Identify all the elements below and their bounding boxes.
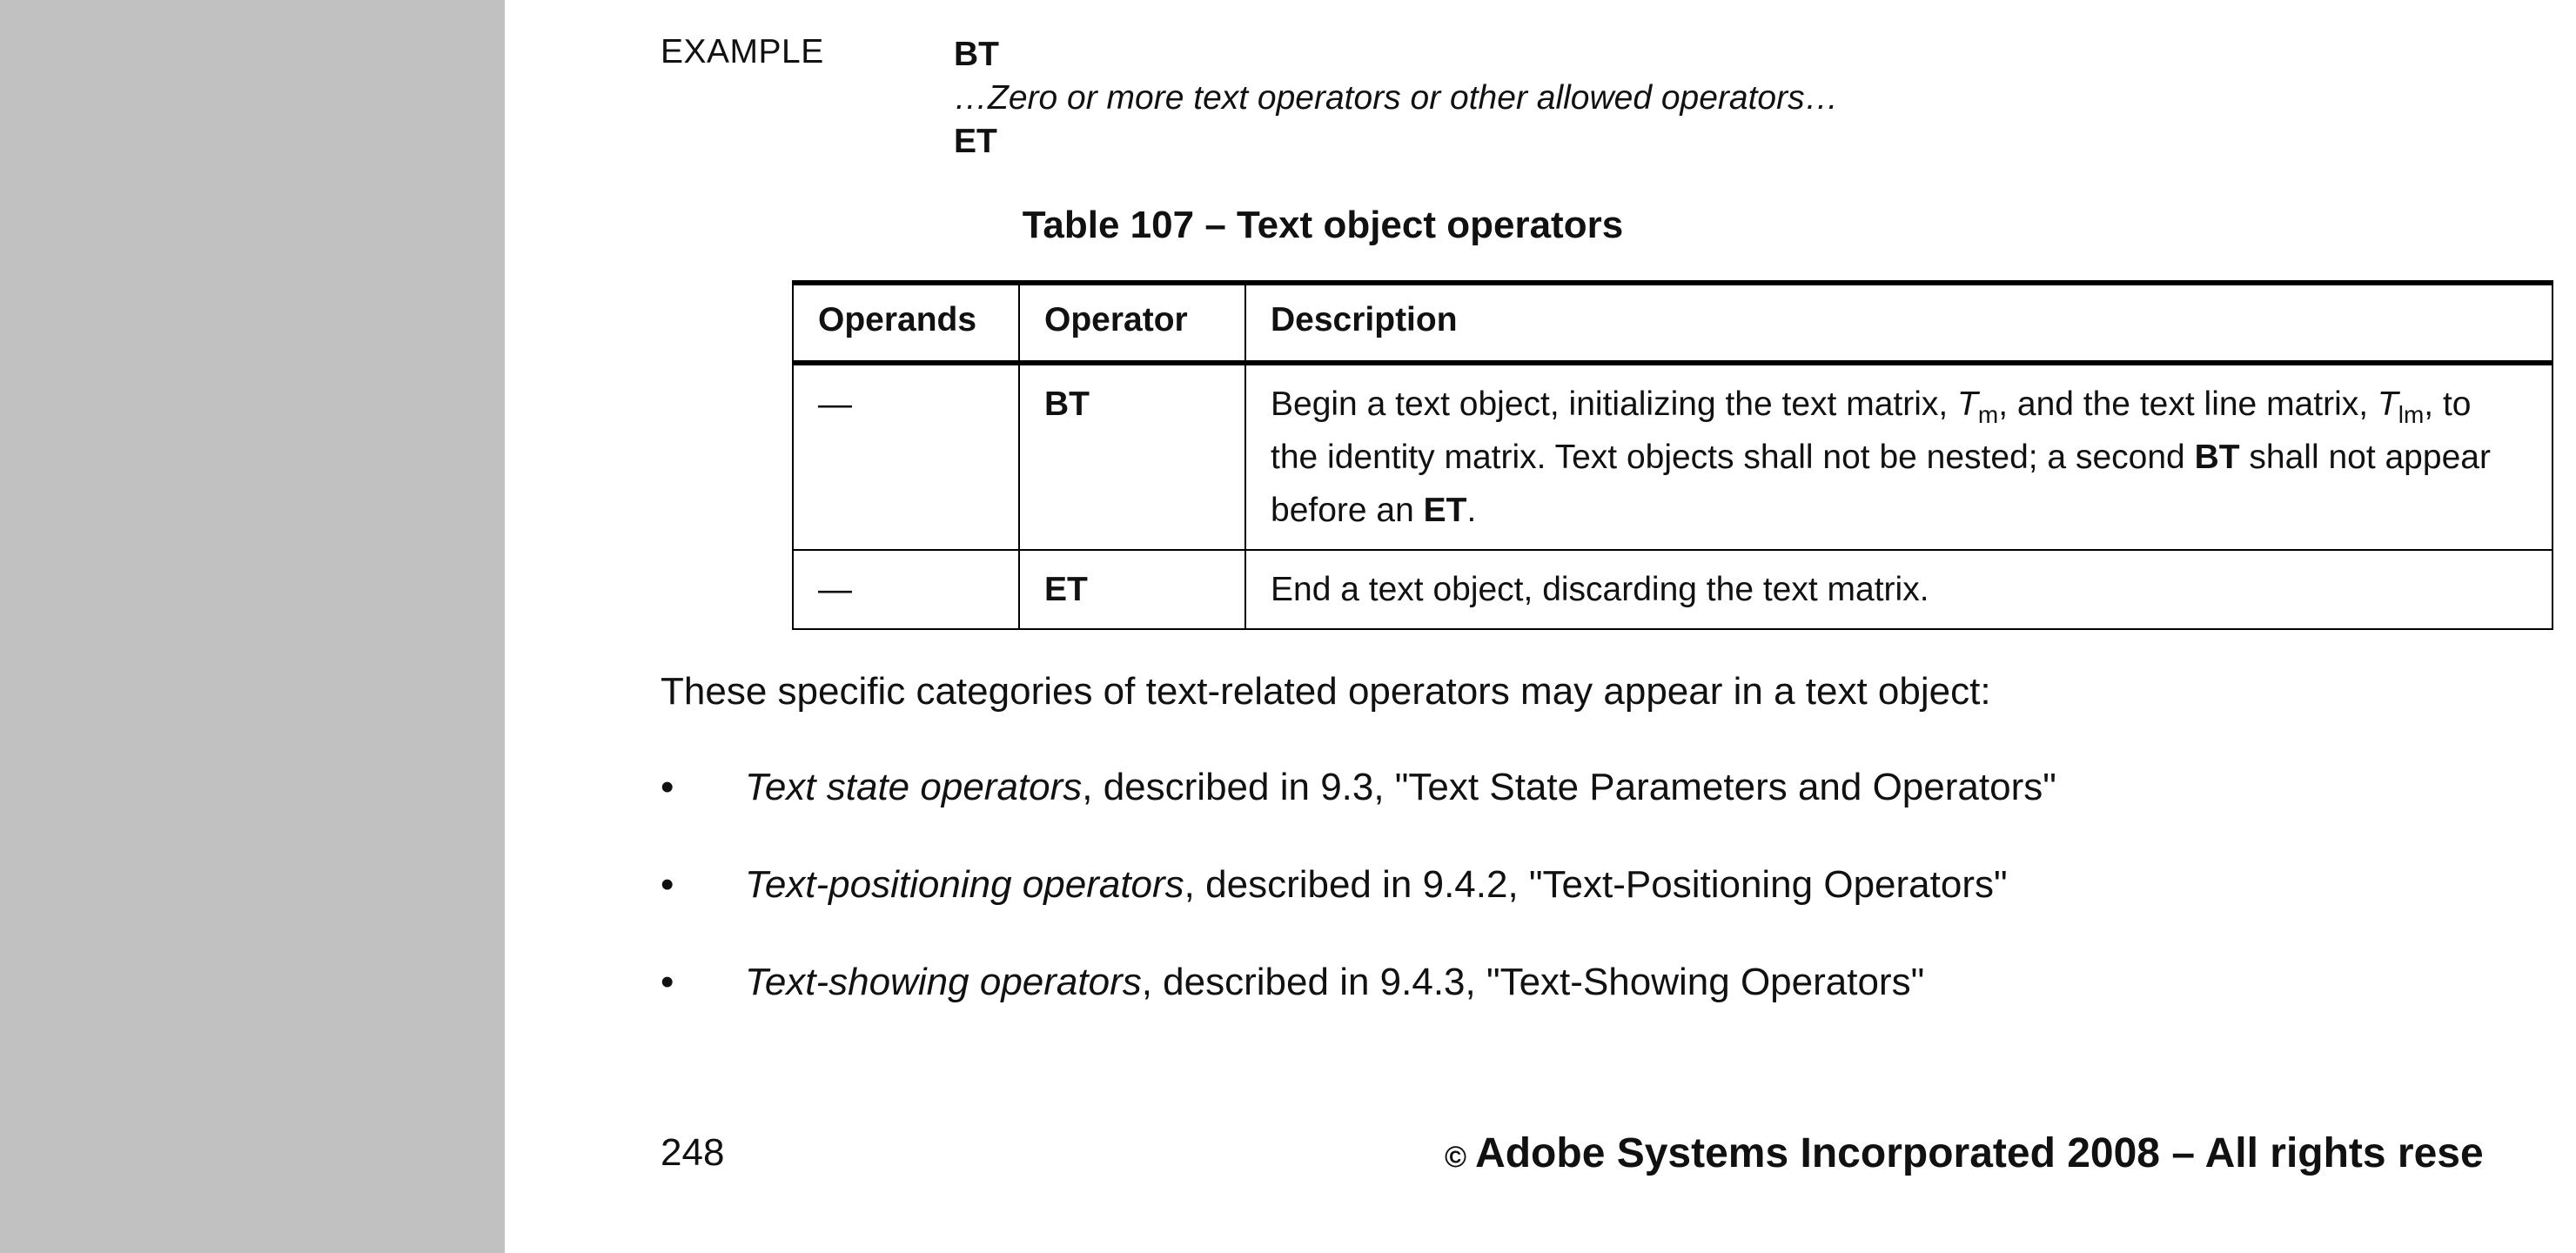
table-caption <box>505 204 2576 247</box>
bullet-marker: • <box>661 766 674 808</box>
tm-variable: T <box>1957 385 1978 423</box>
operator-category-list <box>661 766 2056 1058</box>
table-row <box>793 550 2553 629</box>
bullet-term: Text state operators <box>745 766 1083 808</box>
tlm-variable: T <box>2377 385 2398 423</box>
header-operands: Operands <box>793 283 1019 363</box>
cell-operands: — <box>793 363 1019 550</box>
cell-operands: — <box>793 550 1019 629</box>
example-end-operator: ET <box>954 123 997 160</box>
tm-subscript: m <box>1977 400 1999 428</box>
bullet-term: Text-showing operators <box>745 961 1142 1003</box>
cell-operator: BT <box>1019 363 1245 550</box>
copyright-text: Adobe Systems Incorporated 2008 – All rights rese <box>1475 1130 2484 1176</box>
document-page <box>505 0 2576 1253</box>
example-label: EXAMPLE <box>661 33 824 70</box>
bt-reference: BT <box>2194 439 2240 476</box>
bullet-text: , described in 9.4.2, "Text-Positioning Operators" <box>1184 863 2008 906</box>
list-item <box>661 766 2056 863</box>
copyright-symbol: © <box>1445 1141 1467 1174</box>
table-row <box>793 363 2553 550</box>
bullet-text: , described in 9.4.3, "Text-Showing Operators" <box>1141 961 1925 1003</box>
cell-description: End a text object, discarding the text matrix. <box>1245 550 2553 629</box>
et-reference: ET <box>1423 492 1467 529</box>
text-object-operators-table <box>792 280 2553 630</box>
tlm-subscript: lm <box>2398 400 2425 428</box>
desc-text: , and the text line matrix, <box>1998 385 2378 423</box>
bullet-term: Text-positioning operators <box>745 863 1184 906</box>
header-operator: Operator <box>1019 283 1245 363</box>
example-code-block <box>954 33 1839 164</box>
list-item <box>661 863 2056 961</box>
example-begin-operator: BT <box>954 36 999 73</box>
bullet-marker: • <box>661 863 674 906</box>
list-item <box>661 961 2056 1058</box>
bullet-text: , described in 9.3, "Text State Parameters and Operators" <box>1082 766 2056 808</box>
gray-page-margin <box>0 0 505 1253</box>
table-caption-text: Table 107 – Text object operators <box>1022 204 1624 246</box>
copyright-footer <box>1445 1129 2484 1177</box>
bullet-marker: • <box>661 961 674 1003</box>
desc-text: shall not appear before an <box>1271 439 2491 529</box>
desc-text: . <box>1466 492 1477 529</box>
cell-description <box>1245 363 2553 550</box>
intro-paragraph: These specific categories of text-related operators may appear in a text object: <box>661 670 1991 713</box>
desc-text: Begin a text object, initializing the text matrix, <box>1271 385 1958 423</box>
page-number: 248 <box>661 1131 725 1174</box>
header-description: Description <box>1245 283 2553 363</box>
example-middle-text: …Zero or more text operators or other allowed operators… <box>954 79 1839 117</box>
table-header-row <box>793 283 2553 363</box>
desc-text: , to the identity matrix. Text objects shall not be nested; a second <box>1271 385 2472 476</box>
cell-operator: ET <box>1019 550 1245 629</box>
